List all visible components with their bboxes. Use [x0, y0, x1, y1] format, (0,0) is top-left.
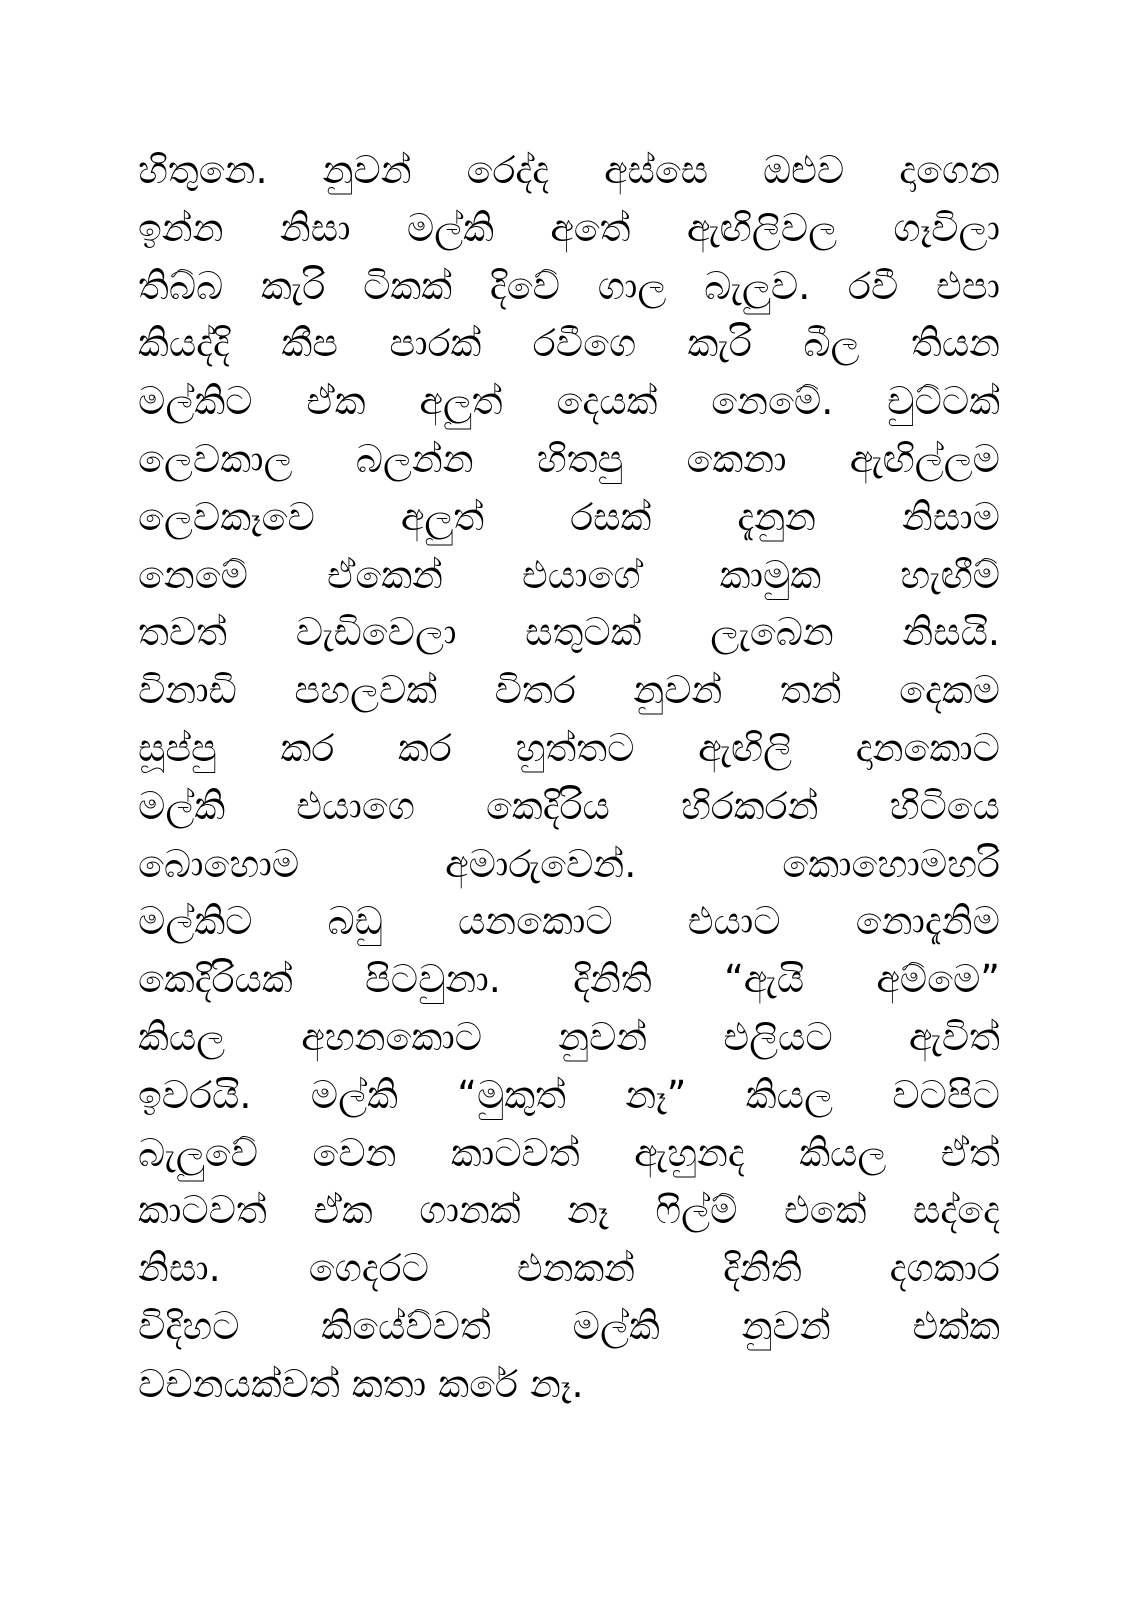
text-line: සූප්පු කර කර හුත්තට ඇඟිලි දානකොට: [138, 725, 1000, 770]
text-line: බොහොම අමාරුවෙන්. කොහොමහරි: [138, 841, 1000, 886]
text-line: මල්කි එයාගෙ කෙදිරිය හිරකරන් හිටියෙ: [138, 783, 1000, 828]
text-line: බැලුවේ වෙන කාටවත් ඇහුනද කියල ඒත්: [138, 1130, 1000, 1175]
text-line: කියල අහනකොට නුවන් එලියට ඇවිත්: [138, 1014, 1000, 1059]
text-line: මල්කිට බඩු යනකොට එයාට නොදැනිම: [138, 899, 1000, 944]
text-line: නෙමේ ඒකෙන් එයාගේ කාමුක හැඟීම්: [138, 552, 1000, 597]
body-text: [138, 142, 1000, 1414]
text-line: ඉන්න නිසා මල්කි අතේ ඇඟිලිවල ගෑවිලා: [138, 205, 1000, 250]
text-line: ඉවරයි. මල්කි “මුකුත් නෑ” කියල වටපිට: [138, 1072, 1000, 1117]
text-line: ලෙවකෑවෙ අලුත් රසක් දැනුන නිසාම: [138, 494, 1000, 539]
text-line: මල්කිට ඒක අලුත් දෙයක් නෙමේ. චුට්ටක්: [138, 379, 1000, 424]
text-line: කියද්දි කීප පාරක් රවීගෙ කැරි බීල තියන: [138, 321, 1000, 366]
text-line: තිබ්බ කැරි ටිකක් දිවේ ගාල බැලුව. රවී එපා: [138, 263, 1000, 308]
text-line: විදිහට කියේව්වත් මල්කි නුවන් එක්ක: [138, 1303, 1000, 1348]
text-line: තවත් වැඩිවෙලා සතුටක් ලැබෙන නිසයි.: [138, 610, 1000, 655]
text-line: කෙදිරියක් පිටවුනා. දිනිති “ඇයි අම්මෙ”: [138, 957, 1000, 1002]
text-line: හිතුනෙ. නුවන් රෙද්ද අස්සෙ ඔළුව දාගෙන: [138, 148, 1000, 192]
text-line: කාටවත් ඒක ගානක් නෑ ෆිල්ම් එකේ සද්දෙ: [138, 1188, 1000, 1233]
text-line-last: වචනයක්වත් කතා කරේ නෑ.: [138, 1361, 584, 1406]
text-line: ලෙවකාල බලන්න හිතපු කෙනා ඇඟිල්ලම: [138, 436, 1000, 481]
text-line: නිසා. ගෙදරට එනකන් දිනිති දගකාර: [138, 1246, 1000, 1291]
text-line: විනාඩි පහලවක් විතර නුවන් තන් දෙකම: [138, 668, 1000, 713]
